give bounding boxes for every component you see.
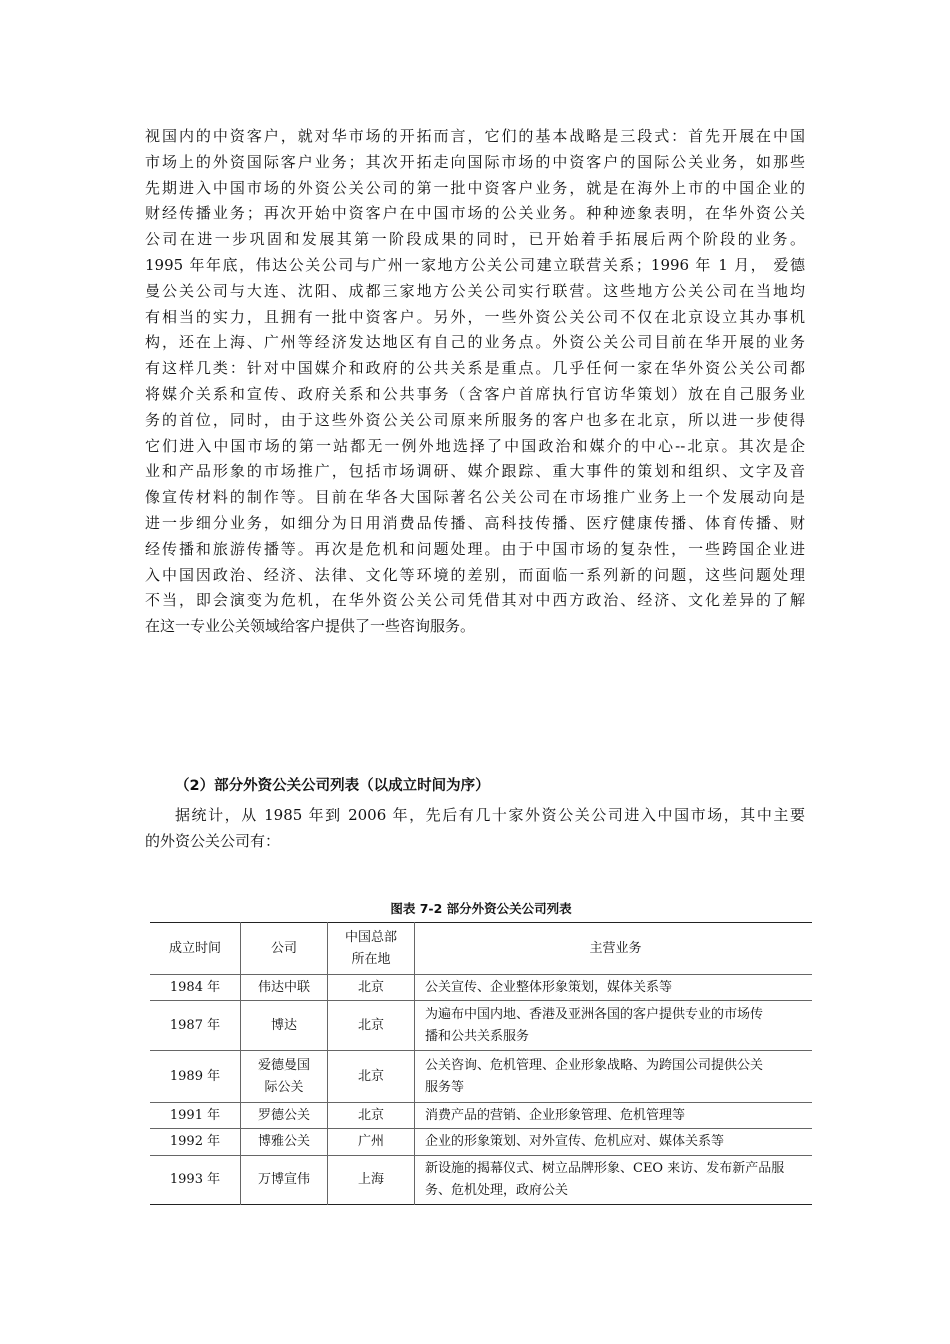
cell-company: 博雅公关 bbox=[241, 1129, 328, 1156]
cell-time: 1993 年 bbox=[150, 1156, 241, 1205]
table-row bbox=[150, 1103, 812, 1129]
cell-business bbox=[415, 1001, 813, 1051]
stat-paragraph bbox=[145, 803, 805, 855]
table-row bbox=[150, 1156, 812, 1205]
paragraph-line: 有这样几类：针对中国媒介和政府的公共关系是重点。几乎任何一家在华外资公关公司都 bbox=[145, 359, 805, 378]
paragraph-line: 市场上的外资国际客户业务；其次开拓走向国际市场的中资客户的国际公关业务，如那些 bbox=[145, 152, 805, 171]
paragraph-line: 进一步细分业务，如细分为日用消费品传播、高科技传播、医疗健康传播、体育传播、财 bbox=[145, 513, 805, 532]
paragraph-line: 有相当的实力，且拥有一批中资客户。另外，一些外资公关公司不仅在北京设立其办事机 bbox=[145, 307, 805, 326]
table-header-row bbox=[150, 923, 812, 975]
cell-hq: 上海 bbox=[328, 1156, 415, 1205]
header-hq bbox=[328, 923, 415, 975]
header-business: 主营业务 bbox=[415, 923, 813, 975]
paragraph-line: 不当，即会演变为危机，在华外资公关公司凭借其对中西方政治、经济、文化差异的了解 bbox=[145, 591, 805, 610]
cell-business bbox=[415, 1051, 813, 1103]
paragraph-line: 务的首位，同时，由于这些外资公关公司原来所服务的客户也多在北京，所以进一步使得 bbox=[145, 410, 805, 429]
cell-hq: 北京 bbox=[328, 1051, 415, 1103]
cell-hq: 北京 bbox=[328, 1001, 415, 1051]
business-line: 务、危机处理，政府公关 bbox=[425, 1183, 569, 1198]
cell-company: 伟达中联 bbox=[241, 975, 328, 1001]
paragraph-line: 的外资公关公司有： bbox=[145, 831, 281, 850]
cell-time: 1984 年 bbox=[150, 975, 241, 1001]
cell-hq: 广州 bbox=[328, 1129, 415, 1156]
paragraph-line: 据统计，从 1985 年到 2006 年，先后有几十家外资公关公司进入中国市场，其中主要 bbox=[175, 806, 805, 824]
business-line: 服务等 bbox=[425, 1079, 465, 1095]
paragraph-line: 入中国因政治、经济、法律、文化等环境的差别，而面临一系列新的问题，这些问题处理 bbox=[145, 565, 805, 584]
cell-time: 1992 年 bbox=[150, 1129, 241, 1156]
cell-company bbox=[241, 1051, 328, 1103]
paragraph-line: 公司在进一步巩固和发展其第一阶段成果的同时，已开始着手拓展后两个阶段的业务。 bbox=[145, 230, 805, 249]
cell-time: 1987 年 bbox=[150, 1001, 241, 1051]
paragraph-line: 视国内的中资客户，就对华市场的开拓而言，它们的基本战略是三段式：首先开展在中国 bbox=[145, 127, 805, 145]
cell-company: 万博宣伟 bbox=[241, 1156, 328, 1205]
paragraph-line: 构，还在上海、广州等经济发达地区有自己的业务点。外资公关公司目前在华开展的业务 bbox=[145, 333, 805, 352]
paragraph-line: 曼公关公司与大连、沈阳、成都三家地方公关公司实行联营。这些地方公关公司在当地均 bbox=[145, 281, 805, 300]
header-hq-line1: 中国总部 bbox=[344, 929, 397, 945]
paragraph-line: 财经传播业务；再次开始中资客户在中国市场的公关业务。种种迹象表明，在华外资公关 bbox=[145, 204, 805, 223]
paragraph-line: 业和产品形象的市场推广，包括市场调研、媒介跟踪、重大事件的策划和组织、文字及音 bbox=[145, 462, 805, 481]
business-line: 播和公共关系服务 bbox=[425, 1028, 530, 1044]
paragraph-line: 像宣传材料的制作等。目前在华各大国际著名公关公司在市场推广业务上一个发展动向是 bbox=[145, 488, 805, 507]
paragraph-line: 它们进入中国市场的第一站都无一例外地选择了中国政治和媒介的中心--北京。其次是企 bbox=[145, 436, 805, 455]
cell-time: 1991 年 bbox=[150, 1103, 241, 1129]
cell-hq: 北京 bbox=[328, 1103, 415, 1129]
paragraph-line: 在这一专业公关领域给客户提供了一些咨询服务。 bbox=[145, 617, 476, 636]
cell-business: 公关宣传、企业整体形象策划，媒体关系等 bbox=[415, 975, 813, 1001]
paragraph-line: 先期进入中国市场的外资公关公司的第一批中资客户业务，就是在海外上市的中国企业的 bbox=[145, 178, 805, 197]
paragraph-line: 1995 年年底，伟达公关公司与广州一家地方公关公司建立联营关系；1996 年 1 月， 爱德 bbox=[145, 255, 805, 274]
header-time: 成立时间 bbox=[168, 940, 221, 956]
cell-company: 罗德公关 bbox=[241, 1103, 328, 1129]
company-table bbox=[150, 922, 812, 1205]
paragraph-line: 将媒介关系和宣传、政府关系和公共事务（含客户首席执行官访华策划）放在自己服务业 bbox=[145, 384, 805, 403]
business-line: 公关咨询、危机管理、企业形象战略、为跨国公司提供公关 bbox=[425, 1057, 764, 1073]
company-line: 爱德曼国 bbox=[257, 1057, 310, 1073]
table-caption: 图表 7-2 部分外资公关公司列表 bbox=[390, 901, 572, 916]
table-row bbox=[150, 1051, 812, 1103]
table-row bbox=[150, 975, 812, 1001]
cell-time: 1989 年 bbox=[150, 1051, 241, 1103]
table-row bbox=[150, 1001, 812, 1051]
cell-business: 企业的形象策划、对外宣传、危机应对、媒体关系等 bbox=[415, 1129, 813, 1156]
paragraph-line: 经传播和旅游传播等。再次是危机和问题处理。由于中国市场的复杂性，一些跨国企业进 bbox=[145, 539, 805, 558]
company-table-wrapper bbox=[150, 922, 812, 1205]
header-hq-line2: 所在地 bbox=[351, 951, 391, 967]
table-row bbox=[150, 1129, 812, 1156]
company-line: 际公关 bbox=[264, 1079, 304, 1095]
business-line: 新设施的揭幕仪式、树立品牌形象、CEO 来访、发布新产品服 bbox=[425, 1161, 785, 1176]
section-heading: （2）部分外资公关公司列表（以成立时间为序） bbox=[175, 778, 490, 794]
cell-business bbox=[415, 1156, 813, 1205]
cell-hq: 北京 bbox=[328, 975, 415, 1001]
business-line: 为遍布中国内地、香港及亚洲各国的客户提供专业的市场传 bbox=[425, 1006, 764, 1022]
cell-company: 博达 bbox=[241, 1001, 328, 1051]
cell-business: 消费产品的营销、企业形象管理、危机管理等 bbox=[415, 1103, 813, 1129]
main-paragraph bbox=[145, 124, 805, 640]
header-company: 公司 bbox=[241, 923, 328, 975]
